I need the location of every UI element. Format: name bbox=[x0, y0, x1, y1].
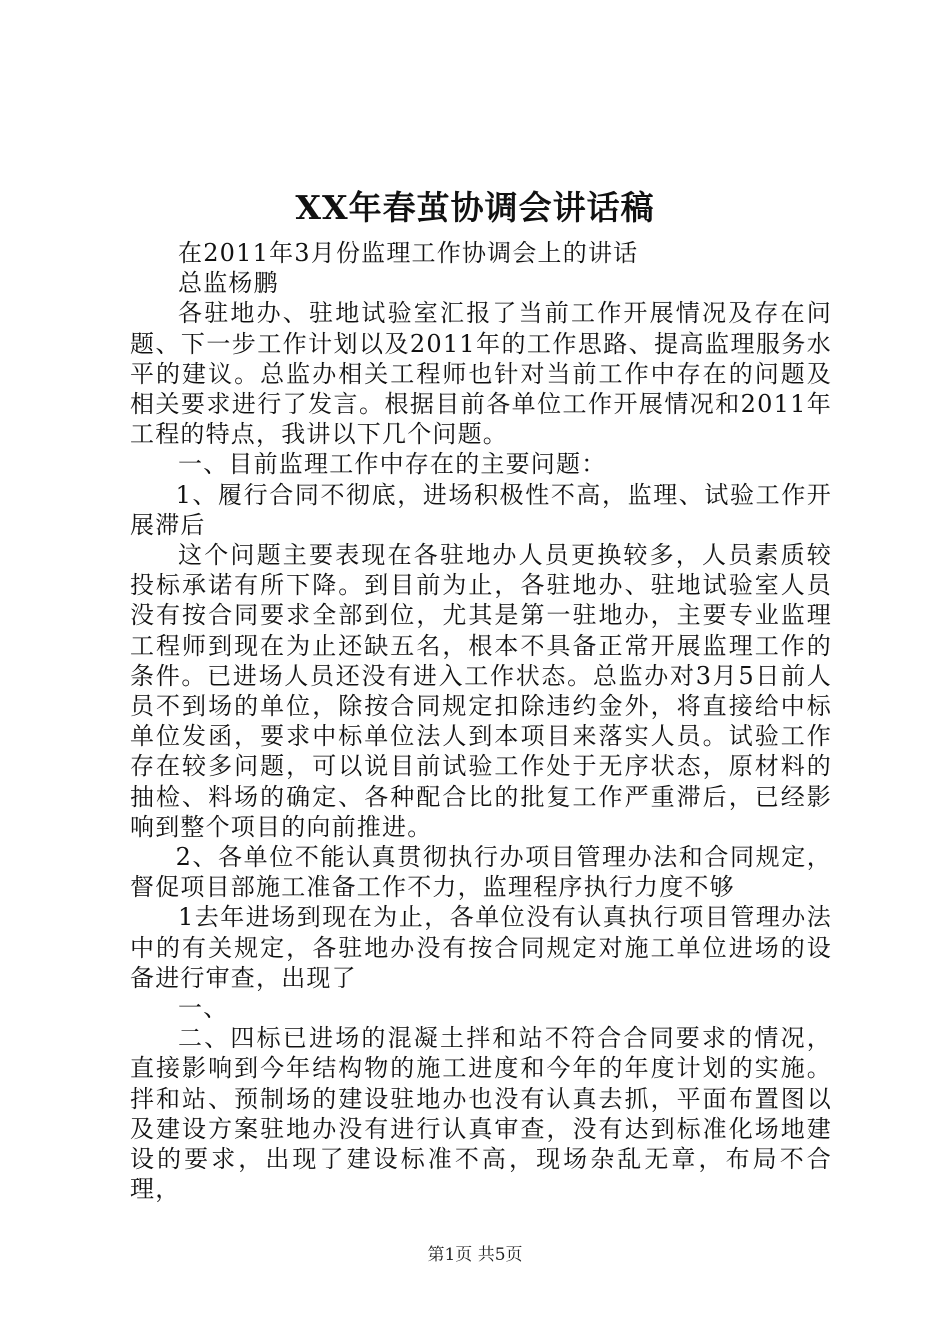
document-body bbox=[130, 238, 832, 1205]
issue-1-paragraph: 这个问题主要表现在各驻地办人员更换较多，人员素质较投标承诺有所下降。到目前为止，各驻地办、驻地试验室人员没有按合同要求全部到位，尤其是第一驻地办，主要专业监理工程师到现在为止还缺五名，根本不具备正常开展监理工作的条件。已进场人员还没有进入工作状态。总监办对3月5日前人员不到场的单位，除按合同规定扣除违约金外，将直接给中标单位发函，要求中标单位法人到本项目来落实人员。试验工作存在较多问题，可以说目前试验工作处于无序状态，原材料的抽检、料场的确定、各种配合比的批复工作严重滞后，已经影响到整个项目的向前推进。 bbox=[130, 541, 832, 841]
document-title: XX年春茧协调会讲话稿 bbox=[295, 188, 655, 227]
intro-paragraph: 各驻地办、驻地试验室汇报了当前工作开展情况及存在问题、下一步工作计划以及2011年的工作思路、提高监理服务水平的建议。总监办相关工程师也针对当前工作中存在的问题及相关要求进行了发言。根据目前各单位工作开展情况和2011年工程的特点，我讲以下几个问题。 bbox=[130, 299, 832, 449]
section-heading-1: 一、目前监理工作中存在的主要问题： bbox=[178, 450, 607, 479]
speaker-paragraph: 总监杨鹏 bbox=[178, 269, 279, 298]
issue-heading-1: 1、履行合同不彻底，进场积极性不高，监理、试验工作开展滞后 bbox=[130, 480, 832, 539]
subtitle-paragraph: 在2011年3月份监理工作协调会上的讲话 bbox=[178, 239, 639, 267]
page-footer: 第1页 共5页 bbox=[427, 1245, 523, 1265]
issue-2-paragraph: 1去年进场到现在为止，各单位没有认真执行项目管理办法中的有关规定，各驻地办没有按合同规定对施工单位进场的设备进行审查，出现了 bbox=[130, 903, 832, 992]
numbering-fragment: 一、 bbox=[178, 994, 229, 1023]
issue-heading-2: 2、各单位不能认真贯彻执行办项目管理办法和合同规定，督促项目部施工准备工作不力，监理程序执行力度不够 bbox=[130, 843, 832, 902]
issue-2-continued-paragraph: 二、四标已进场的混凝土拌和站不符合合同要求的情况，直接影响到今年结构物的施工进度和今年的年度计划的实施。拌和站、预制场的建设驻地办也没有认真去抓，平面布置图以及建设方案驻地办没有进行认真审查，没有达到标准化场地建设的要求，出现了建设标准不高，现场杂乱无章，布局不合理， bbox=[130, 1024, 832, 1204]
